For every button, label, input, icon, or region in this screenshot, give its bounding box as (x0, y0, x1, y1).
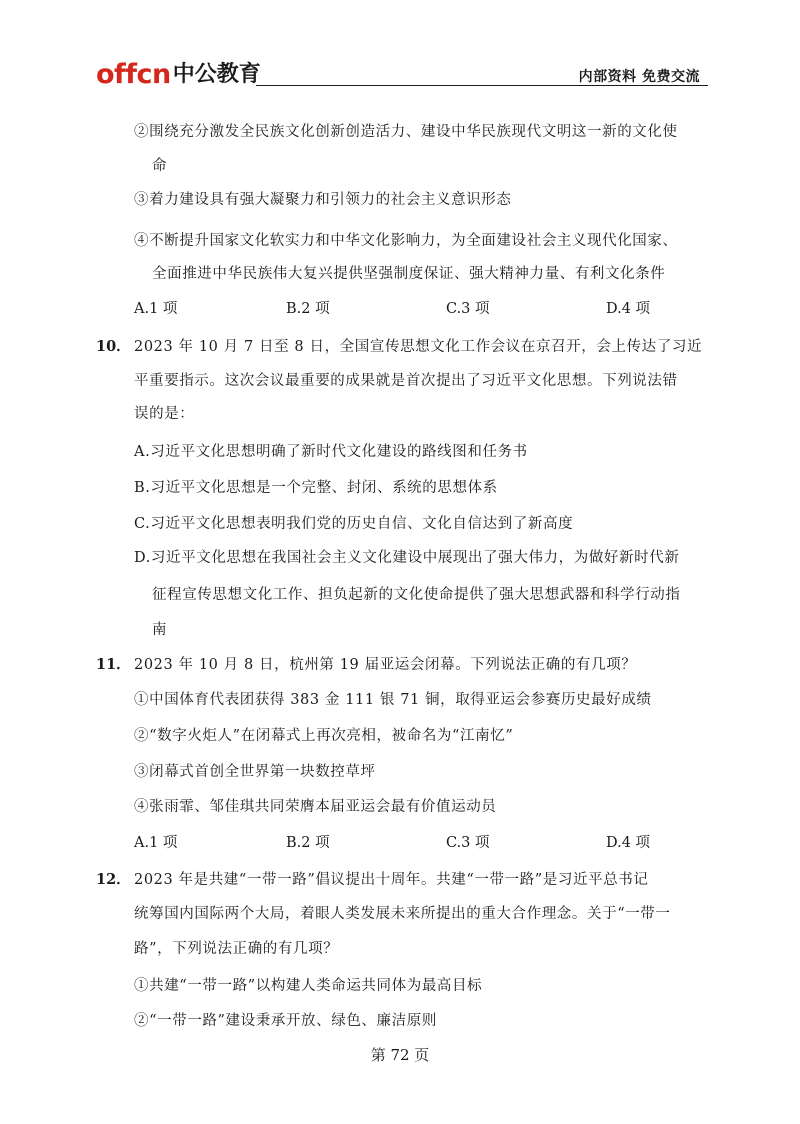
q9-item-4-line-2: 全面推进中华民族伟大复兴提供坚强制度保证、强大精神力量、有利文化条件 (152, 266, 666, 282)
q11-option-c: C.3 项 (446, 835, 490, 851)
q11-item-4: ④张雨霏、邹佳琪共同荣膺本届亚运会最有价值运动员 (134, 799, 497, 815)
q11-options (134, 833, 694, 853)
logo-chinese-text: 中公教育 (172, 62, 261, 87)
q11-item-3: ③闭幕式首创全世界第一块数控草坪 (134, 764, 376, 780)
q9-option-d: D.4 项 (606, 301, 651, 317)
q12-item-2: ②“一带一路”建设秉承开放、绿色、廉洁原则 (134, 1013, 437, 1029)
offcn-logo (96, 60, 261, 90)
q9-option-b: B.2 项 (286, 301, 330, 317)
q10-option-d-line-1: D.习近平文化思想在我国社会主义文化建设中展现出了强大伟力，为做好新时代新 (134, 550, 680, 566)
q9-item-3: ③着力建设具有强大凝聚力和引领力的社会主义意识形态 (134, 192, 512, 208)
q10-stem-line-1: 2023 年 10 月 7 日至 8 日，全国宣传思想文化工作会议在京召开，会上传达了习近 (134, 339, 703, 355)
q12-number: 12． (96, 871, 131, 888)
q10-option-d-line-2: 征程宣传思想文化工作、担负起新的文化使命提供了强大思想武器和科学行动指 (152, 587, 681, 603)
q10-option-c: C.习近平文化思想表明我们党的历史自信、文化自信达到了新高度 (134, 516, 574, 532)
q12-item-1: ①共建“一带一路”以构建人类命运共同体为最高目标 (134, 978, 483, 994)
page-header (96, 58, 708, 92)
q11-number: 11． (96, 656, 131, 673)
q12-stem-line-2: 统筹国内国际两个大局，着眼人类发展未来所提出的重大合作理念。关于“一带一 (134, 906, 671, 922)
q10-stem-line-2: 平重要指示。这次会议最重要的成果就是首次提出了习近平文化思想。下列说法错 (134, 373, 678, 389)
q12-stem-line-1: 2023 年是共建“一带一路”倡议提出十周年。共建“一带一路”是习近平总书记 (134, 872, 649, 888)
q12-stem-line-3: 路”，下列说法正确的有几项？ (134, 941, 339, 957)
q11-item-1: ①中国体育代表团获得 383 金 111 银 71 铜，取得亚运会参赛历史最好成绩 (134, 692, 652, 708)
logo-latin-text: offcn (96, 59, 171, 90)
q9-options (134, 299, 694, 319)
q9-option-c: C.3 项 (446, 301, 490, 317)
q10-number: 10． (96, 338, 131, 355)
q10-option-d-line-3: 南 (152, 622, 168, 638)
q11-item-2: ②“数字火炬人”在闭幕式上再次亮相，被命名为“江南忆” (134, 728, 514, 744)
q9-item-2-line-2: 命 (152, 158, 168, 174)
q10-stem-line-3: 误的是： (134, 406, 195, 422)
q10-option-b: B.习近平文化思想是一个完整、封闭、系统的思想体系 (134, 480, 498, 496)
q9-item-2-line-1: ②围绕充分激发全民族文化创新创造活力、建设中华民族现代文明这一新的文化使 (134, 124, 678, 140)
q9-option-a: A.1 项 (134, 301, 178, 317)
q10-option-a: A.习近平文化思想明确了新时代文化建设的路线图和任务书 (134, 444, 528, 460)
header-notice: 内部资料 免费交流 (578, 69, 700, 85)
q11-option-b: B.2 项 (286, 835, 330, 851)
page-number: 第 72 页 (370, 1046, 430, 1064)
q11-stem: 2023 年 10 月 8 日，杭州第 19 届亚运会闭幕。下列说法正确的有几项？ (134, 657, 637, 673)
q11-option-a: A.1 项 (134, 835, 178, 851)
q9-item-4-line-1: ④不断提升国家文化软实力和中华文化影响力，为全面建设社会主义现代化国家、 (134, 233, 678, 249)
q11-option-d: D.4 项 (606, 835, 651, 851)
